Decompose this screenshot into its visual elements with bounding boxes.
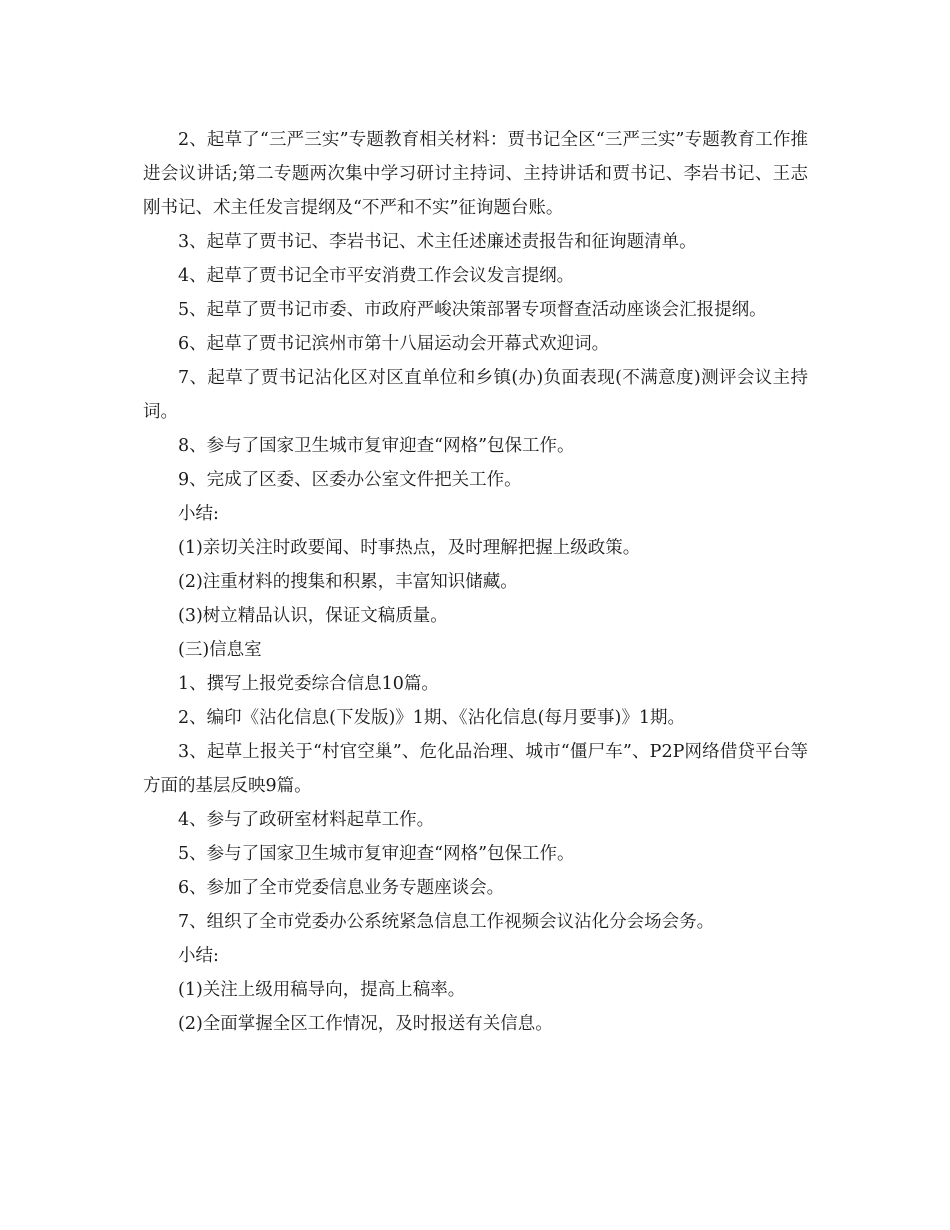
summary-heading-2: 小结:	[178, 946, 219, 966]
info-item-5: 5、参与了国家卫生城市复审迎查“网格”包保工作。	[178, 844, 575, 864]
paragraph-item-3: 3、起草了贾书记、李岩书记、术主任述廉述责报告和征询题清单。	[178, 232, 697, 252]
summary2-point-2: (2)全面掌握全区工作情况，及时报送有关信息。	[178, 1014, 553, 1034]
info-item-2: 2、编印《沾化信息(下发版)》1期、《沾化信息(每月要事)》1期。	[178, 708, 685, 728]
info-item-4: 4、参与了政研室材料起草工作。	[178, 810, 435, 830]
summary-point-2: (2)注重材料的搜集和积累，丰富知识储藏。	[178, 572, 518, 592]
paragraph-item-6: 6、起草了贾书记滨州市第十八届运动会开幕式欢迎词。	[178, 334, 610, 354]
info-item-7: 7、组织了全市党委办公系统紧急信息工作视频会议沾化分会场会务。	[178, 912, 715, 932]
info-item-3: 3、起草上报关于“村官空巢”、危化品治理、城市“僵尸车”、P2P网络借贷平台等方面的基层反映9篇。	[143, 742, 808, 796]
summary-heading: 小结:	[178, 504, 219, 524]
summary2-point-1: (1)关注上级用稿导向，提高上稿率。	[178, 980, 466, 1000]
summary-point-3: (3)树立精品认识，保证文稿质量。	[178, 606, 448, 626]
paragraph-item-9: 9、完成了区委、区委办公室文件把关工作。	[178, 470, 522, 490]
paragraph-item-7: 7、起草了贾书记沾化区对区直单位和乡镇(办)负面表现(不满意度)测评会议主持词。	[143, 368, 808, 422]
paragraph-item-5: 5、起草了贾书记市委、市政府严峻决策部署专项督查活动座谈会汇报提纲。	[178, 300, 767, 320]
paragraph-item-4: 4、起草了贾书记全市平安消费工作会议发言提纲。	[178, 266, 575, 286]
paragraph-item-8: 8、参与了国家卫生城市复审迎查“网格”包保工作。	[178, 436, 575, 456]
summary-point-1: (1)亲切关注时政要闻、时事热点，及时理解把握上级政策。	[178, 538, 641, 558]
info-item-1: 1、撰写上报党委综合信息10篇。	[178, 674, 439, 694]
info-item-6: 6、参加了全市党委信息业务专题座谈会。	[178, 878, 505, 898]
document-body	[143, 123, 808, 1041]
paragraph-item-2-drafted-materials: 2、起草了“三严三实”专题教育相关材料：贾书记全区“三严三实”专题教育工作推进会议讲话;第二专题两次集中学习研讨主持词、主持讲话和贾书记、李岩书记、王志刚书记、术主任发言提纲及“不严和不实”征询题台账。	[143, 130, 808, 218]
section-heading-information-office: (三)信息室	[178, 640, 262, 660]
